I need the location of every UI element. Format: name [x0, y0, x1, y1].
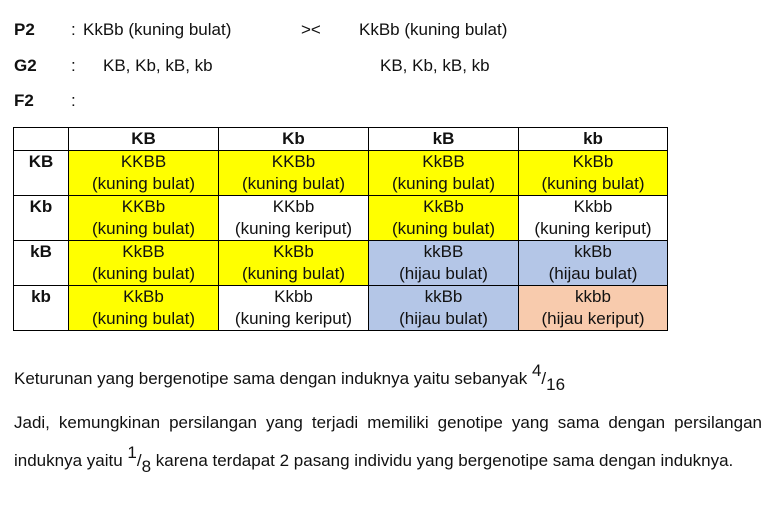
offspring-cell — [519, 286, 668, 331]
phenotype-text: (kuning bulat) — [541, 174, 645, 193]
fraction-numerator: 4 — [531, 361, 542, 380]
column-header: kb — [519, 128, 668, 151]
table-row — [14, 196, 668, 241]
row-header: kB — [14, 241, 69, 286]
phenotype-text: (kuning bulat) — [91, 174, 195, 193]
fraction-four-sixteenths: $^4/_{16}$ — [531, 361, 566, 394]
offspring-cell — [69, 151, 219, 196]
offspring-cell — [369, 286, 519, 331]
genotype-text: KKbb — [272, 197, 315, 216]
g2-right-gametes: KB, Kb, kB, kb — [380, 56, 490, 75]
phenotype-text: (kuning bulat) — [91, 309, 195, 328]
column-header: KB — [69, 128, 219, 151]
result-sentence — [14, 356, 762, 400]
table-row — [14, 151, 668, 196]
p2-right-parent: KkBb (kuning bulat) — [359, 20, 508, 39]
cross-symbol: >< — [301, 20, 321, 39]
phenotype-text: (kuning keriput) — [234, 219, 353, 238]
offspring-cell — [519, 196, 668, 241]
phenotype-text: (kuning bulat) — [241, 174, 345, 193]
column-header: Kb — [219, 128, 369, 151]
phenotype-text: (kuning bulat) — [91, 219, 195, 238]
offspring-cell — [69, 196, 219, 241]
offspring-cell — [369, 241, 519, 286]
phenotype-text: (kuning keriput) — [534, 219, 652, 238]
table-header-row — [14, 128, 668, 151]
p2-label: P2 — [14, 20, 35, 39]
conclusion-text-end: karena terdapat 2 pasang individu yang bergenotipe sama dengan induknya. — [151, 451, 734, 470]
phenotype-text: (hijau bulat) — [548, 264, 638, 283]
table-corner — [14, 128, 69, 151]
p2-colon: : — [71, 20, 76, 39]
offspring-cell — [519, 151, 668, 196]
fraction-denominator: 8 — [141, 457, 152, 476]
genotype-text: KKBb — [121, 197, 166, 216]
g2-left-gametes: KB, Kb, kB, kb — [103, 56, 213, 75]
punnett-square-table — [13, 127, 668, 331]
phenotype-text: (kuning bulat) — [241, 264, 345, 283]
row-header: kb — [14, 286, 69, 331]
offspring-cell — [219, 241, 369, 286]
fraction-numerator: 1 — [127, 443, 137, 462]
g2-label: G2 — [14, 56, 37, 75]
f2-colon: : — [71, 91, 76, 110]
row-header: KB — [14, 151, 69, 196]
result-text: Keturunan yang bergenotipe sama dengan induknya yaitu sebanyak — [14, 369, 532, 388]
genotype-text: kkbb — [575, 287, 611, 306]
genotype-text: kkBb — [574, 242, 612, 261]
offspring-cell — [369, 151, 519, 196]
offspring-cell — [69, 286, 219, 331]
genotype-text: KkBb — [572, 152, 614, 171]
genotype-text: kkBB — [423, 242, 464, 261]
phenotype-text: (kuning bulat) — [91, 264, 195, 283]
genotype-text: KkBb — [123, 287, 164, 306]
offspring-cell — [69, 241, 219, 286]
genotype-text: KkBb — [273, 242, 314, 261]
phenotype-text: (hijau keriput) — [541, 309, 645, 328]
table-row — [14, 241, 668, 286]
genotype-text: KKBb — [271, 152, 316, 171]
offspring-cell — [519, 241, 668, 286]
phenotype-text: (kuning keriput) — [234, 309, 353, 328]
f2-label: F2 — [14, 91, 34, 110]
g2-colon: : — [71, 56, 76, 75]
offspring-cell — [219, 286, 369, 331]
conclusion-text-start: Jadi, kemungkinan persilangan yang terjadi memiliki genotipe yang sama dengan persilangan induknya yaitu — [14, 413, 762, 470]
offspring-cell — [219, 151, 369, 196]
fraction-one-eighth: $^1/_8$ — [127, 443, 152, 476]
genotype-text: Kkbb — [274, 287, 313, 306]
table-row — [14, 286, 668, 331]
genotype-text: Kkbb — [573, 197, 613, 216]
offspring-cell — [369, 196, 519, 241]
phenotype-text: (hijau bulat) — [399, 264, 488, 283]
column-header: kB — [369, 128, 519, 151]
genotype-text: kkBb — [424, 287, 463, 306]
conclusion-paragraph — [14, 408, 762, 482]
genotype-text: KkBB — [422, 152, 465, 171]
genotype-text: KkBb — [423, 197, 464, 216]
genotype-text: KKBB — [120, 152, 167, 171]
phenotype-text: (hijau bulat) — [399, 309, 488, 328]
p2-left-parent: KkBb (kuning bulat) — [83, 20, 232, 39]
genotype-text: KkBB — [122, 242, 165, 261]
fraction-denominator: 16 — [546, 375, 566, 394]
row-header: Kb — [14, 196, 69, 241]
offspring-cell — [219, 196, 369, 241]
phenotype-text: (kuning bulat) — [391, 174, 495, 193]
phenotype-text: (kuning bulat) — [391, 219, 495, 238]
